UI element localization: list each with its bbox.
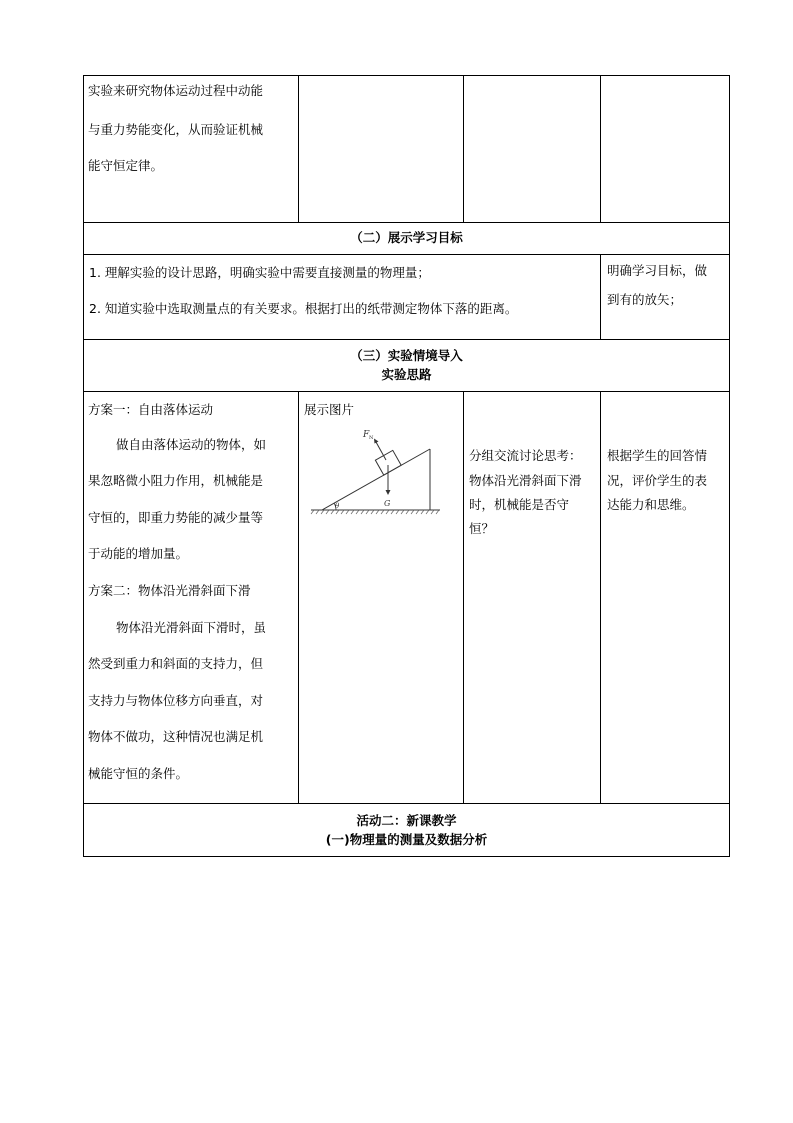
goal-note-line: 明确学习目标，做 — [607, 263, 708, 278]
plan-text-line: 做自由落体运动的物体，如 — [116, 437, 267, 452]
discussion-text-line: 物体沿光滑斜面下滑 — [469, 473, 582, 488]
evaluation-text-line: 达能力和思维。 — [607, 497, 695, 512]
goal-note-line: 到有的放矢； — [607, 292, 683, 307]
intro-text-line: 实验来研究物体运动过程中动能 — [88, 83, 264, 98]
col-divider — [600, 254, 601, 339]
col-divider — [600, 391, 601, 803]
col-divider — [463, 391, 464, 803]
diagram-label-force: F — [363, 430, 370, 440]
evaluation-text-line: 况，评价学生的表 — [607, 473, 708, 488]
diagram-label-gravity: G — [384, 499, 391, 508]
plan-text-line: 物体沿光滑斜面下滑时，虽 — [116, 620, 267, 635]
goal-item: 2. 知道实验中选取测量点的有关要求。根据打出的纸带测定物体下落的距离。 — [89, 301, 518, 316]
evaluation-text-line: 根据学生的回答情 — [607, 448, 708, 463]
table-border-bottom — [83, 856, 730, 857]
show-picture-label: 展示图片 — [304, 402, 355, 417]
table-rule — [83, 391, 730, 392]
incline-diagram — [308, 424, 443, 519]
discussion-text-line: 恒？ — [469, 521, 495, 536]
plan-two-title: 方案二：物体沿光滑斜面下滑 — [88, 583, 251, 598]
activity-title: 活动二：新课教学 — [356, 813, 457, 828]
section-header-goals: （二）展示学习目标 — [350, 230, 463, 245]
plan-text-line: 物体不做功，这种情况也满足机 — [88, 729, 264, 744]
diagram-label-force-sub: N — [369, 435, 374, 441]
table-rule — [83, 254, 730, 255]
plan-text-line: 果忽略微小阻力作用，机械能是 — [88, 473, 264, 488]
col-divider — [463, 75, 464, 222]
table-border-left — [83, 75, 84, 856]
plan-text-line: 械能守恒的条件。 — [88, 766, 189, 781]
col-divider — [298, 391, 299, 803]
table-rule — [83, 803, 730, 804]
activity-subtitle: (一)物理量的测量及数据分析 — [325, 832, 488, 847]
table-rule — [83, 222, 730, 223]
table-rule — [83, 339, 730, 340]
plan-text-line: 守恒的，即重力势能的减少量等 — [88, 510, 264, 525]
intro-text-line: 与重力势能变化，从而验证机械 — [88, 122, 264, 137]
plan-one-title: 方案一：自由落体运动 — [88, 402, 214, 417]
plan-text-line: 于动能的增加量。 — [88, 546, 189, 561]
section-header-scenario: （三）实验情境导入 — [350, 348, 463, 363]
plan-text-line: 然受到重力和斜面的支持力，但 — [88, 656, 264, 671]
diagram-label-angle: θ — [335, 502, 340, 510]
table-border-right — [729, 75, 730, 856]
table-border-top — [83, 75, 730, 76]
section-subheader-idea: 实验思路 — [381, 367, 432, 382]
discussion-text-line: 时，机械能是否守 — [469, 497, 570, 512]
discussion-text-line: 分组交流讨论思考： — [469, 448, 582, 463]
plan-text-line: 支持力与物体位移方向垂直，对 — [88, 693, 264, 708]
intro-text-line: 能守恒定律。 — [88, 158, 164, 173]
col-divider — [600, 75, 601, 222]
goal-item: 1. 理解实验的设计思路，明确实验中需要直接测量的物理量； — [89, 265, 430, 280]
col-divider — [298, 75, 299, 222]
